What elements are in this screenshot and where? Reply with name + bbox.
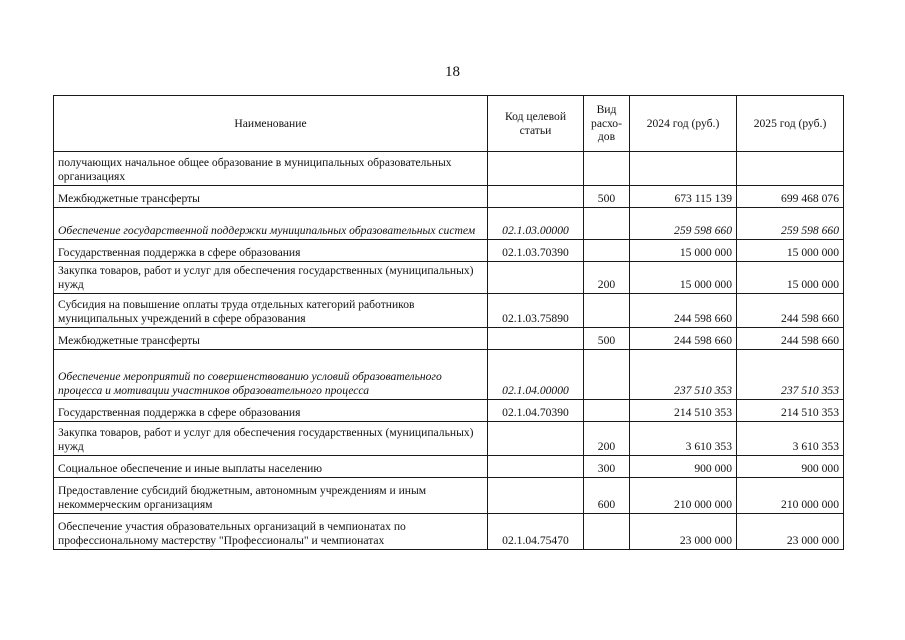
table-row xyxy=(54,294,844,328)
row-2024-cell: 214 510 353 xyxy=(630,400,737,422)
table-row xyxy=(54,400,844,422)
header-2025 xyxy=(737,96,844,152)
table-body xyxy=(54,152,844,550)
row-type-cell: 200 xyxy=(584,262,630,294)
row-2025-cell: 214 510 353 xyxy=(737,400,844,422)
row-code-cell: 02.1.04.75470 xyxy=(488,514,584,550)
row-name-cell: Закупка товаров, работ и услуг для обеспечения государственных (муниципальных) нужд xyxy=(54,262,488,294)
row-code-cell xyxy=(488,478,584,514)
header-type xyxy=(584,96,630,152)
row-name-cell: получающих начальное общее образование в муниципальных образовательных организациях xyxy=(54,152,488,186)
row-type-cell xyxy=(584,240,630,262)
budget-table xyxy=(53,95,844,550)
table-row xyxy=(54,240,844,262)
row-name-cell: Закупка товаров, работ и услуг для обеспечения государственных (муниципальных) нужд xyxy=(54,422,488,456)
row-type-cell xyxy=(584,294,630,328)
table-row xyxy=(54,262,844,294)
row-name-cell: Государственная поддержка в сфере образования xyxy=(54,240,488,262)
row-2024-cell: 210 000 000 xyxy=(630,478,737,514)
header-2025-text: 2025 год (руб.) xyxy=(753,116,827,130)
row-type-cell: 600 xyxy=(584,478,630,514)
row-2025-cell: 259 598 660 xyxy=(737,208,844,240)
header-code xyxy=(488,96,584,152)
table-header-row xyxy=(54,96,844,152)
row-2024-cell: 3 610 353 xyxy=(630,422,737,456)
row-type-cell xyxy=(584,152,630,186)
table-row xyxy=(54,186,844,208)
row-2025-cell: 244 598 660 xyxy=(737,294,844,328)
row-type-cell: 300 xyxy=(584,456,630,478)
row-type-cell xyxy=(584,514,630,550)
row-type-cell xyxy=(584,350,630,400)
table-row xyxy=(54,478,844,514)
table-row xyxy=(54,456,844,478)
row-2025-cell: 15 000 000 xyxy=(737,262,844,294)
row-2025-cell: 3 610 353 xyxy=(737,422,844,456)
table-row xyxy=(54,350,844,400)
row-name-cell: Межбюджетные трансферты xyxy=(54,186,488,208)
header-name: Наименование xyxy=(54,96,488,152)
row-code-cell: 02.1.03.75890 xyxy=(488,294,584,328)
row-2024-cell: 900 000 xyxy=(630,456,737,478)
row-2025-cell: 237 510 353 xyxy=(737,350,844,400)
header-2024 xyxy=(630,96,737,152)
row-2024-cell: 23 000 000 xyxy=(630,514,737,550)
row-type-cell: 200 xyxy=(584,422,630,456)
row-2025-cell: 210 000 000 xyxy=(737,478,844,514)
row-name-cell: Обеспечение участия образовательных организаций в чемпионатах по профессиональному мастерству "Профессионалы" и чемпионатах xyxy=(54,514,488,550)
row-2024-cell: 673 115 139 xyxy=(630,186,737,208)
row-2024-cell: 259 598 660 xyxy=(630,208,737,240)
table-row xyxy=(54,514,844,550)
row-name-cell: Социальное обеспечение и иные выплаты населению xyxy=(54,456,488,478)
row-code-cell xyxy=(488,422,584,456)
row-2024-cell xyxy=(630,152,737,186)
row-code-cell: 02.1.03.70390 xyxy=(488,240,584,262)
table-row xyxy=(54,422,844,456)
row-code-cell: 02.1.04.00000 xyxy=(488,350,584,400)
row-2024-cell: 244 598 660 xyxy=(630,294,737,328)
row-2024-cell: 15 000 000 xyxy=(630,240,737,262)
table-row xyxy=(54,152,844,186)
row-name-cell: Межбюджетные трансферты xyxy=(54,328,488,350)
header-type-text: Вид расхо-дов xyxy=(591,103,622,144)
row-2025-cell: 699 468 076 xyxy=(737,186,844,208)
row-code-cell: 02.1.03.00000 xyxy=(488,208,584,240)
header-2024-text: 2024 год (руб.) xyxy=(646,116,720,130)
row-name-cell: Обеспечение государственной поддержки муниципальных образовательных систем xyxy=(54,208,488,240)
row-type-cell xyxy=(584,208,630,240)
row-code-cell xyxy=(488,328,584,350)
row-type-cell: 500 xyxy=(584,328,630,350)
header-code-text: Код целевой статьи xyxy=(504,110,567,137)
row-code-cell xyxy=(488,152,584,186)
row-name-cell: Обеспечение мероприятий по совершенствованию условий образовательного процесса и мотивации участников образовательного процесса xyxy=(54,350,488,400)
row-2025-cell: 900 000 xyxy=(737,456,844,478)
row-name-cell: Государственная поддержка в сфере образования xyxy=(54,400,488,422)
row-type-cell xyxy=(584,400,630,422)
page-number: 18 xyxy=(445,64,460,80)
row-name-cell: Субсидия на повышение оплаты труда отдельных категорий работников муниципальных учреждений в сфере образования xyxy=(54,294,488,328)
row-code-cell xyxy=(488,186,584,208)
row-type-cell: 500 xyxy=(584,186,630,208)
row-code-cell xyxy=(488,456,584,478)
table-row xyxy=(54,208,844,240)
row-2025-cell: 244 598 660 xyxy=(737,328,844,350)
row-name-cell: Предоставление субсидий бюджетным, автономным учреждениям и иным некоммерческим организациям xyxy=(54,478,488,514)
row-2025-cell: 23 000 000 xyxy=(737,514,844,550)
row-2025-cell xyxy=(737,152,844,186)
table-row xyxy=(54,328,844,350)
row-2024-cell: 244 598 660 xyxy=(630,328,737,350)
row-2025-cell: 15 000 000 xyxy=(737,240,844,262)
row-code-cell xyxy=(488,262,584,294)
row-code-cell: 02.1.04.70390 xyxy=(488,400,584,422)
row-2024-cell: 15 000 000 xyxy=(630,262,737,294)
row-2024-cell: 237 510 353 xyxy=(630,350,737,400)
